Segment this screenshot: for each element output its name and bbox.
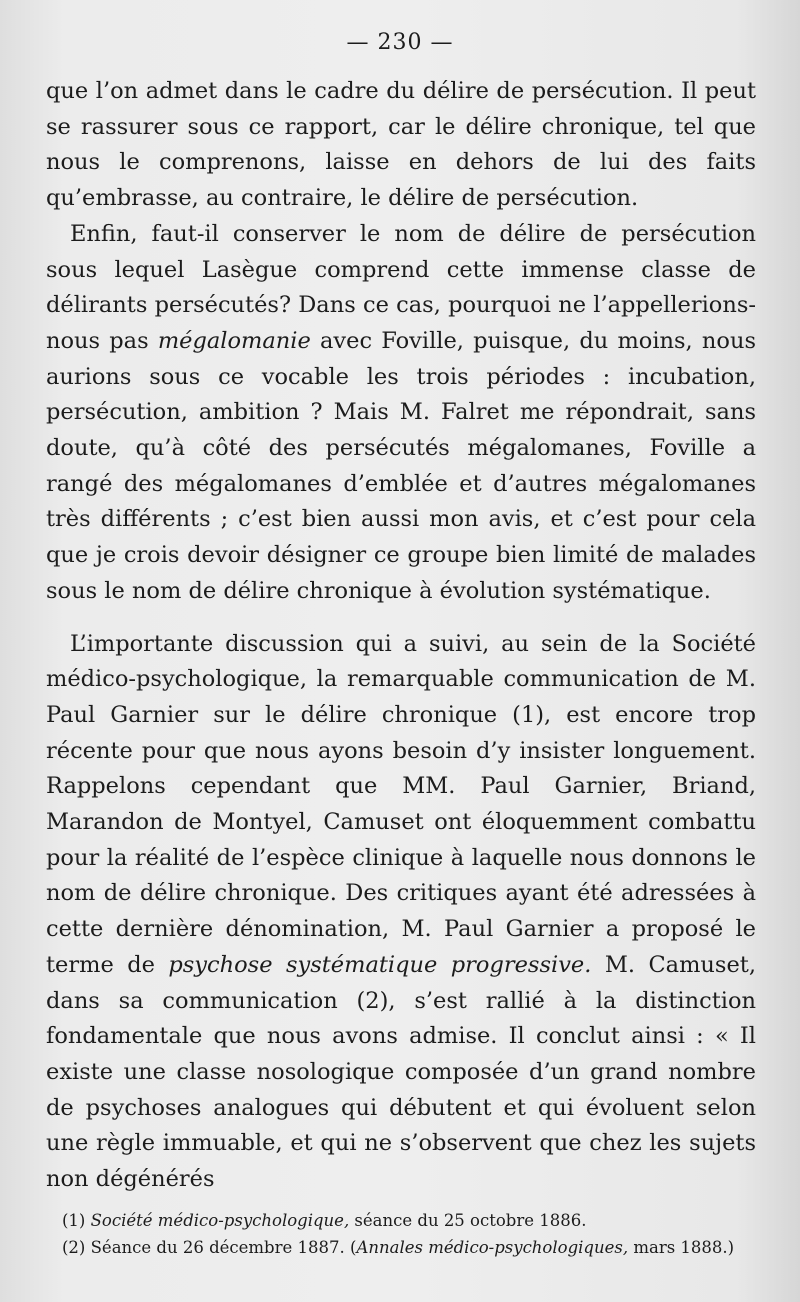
footnote-2 [62,1234,762,1261]
footnote-marker: (2) [62,1238,91,1257]
paragraph-continued [46,74,756,217]
footnote-marker: (1) [62,1211,91,1230]
footnote-text: mars 1888.) [628,1238,735,1257]
paragraph-text: que l’on admet dans le cadre du délire de persécution. Il peut se rassurer sous ce rapport, car le délire chronique, tel que nous le comprenons, laisse en dehors de lui des faits qu’embrasse, au contraire, le délire de persécution. [46,78,756,212]
footnote-text: Séance du 26 décembre 1887. ( [90,1238,357,1257]
paragraph-enfin [46,217,756,610]
paragraph-discussion [46,627,756,1198]
footnote-1 [62,1207,762,1234]
footnote-source-title: Annales médico-psychologiques, [356,1238,629,1257]
footnotes [62,1207,762,1261]
footnote-source-title: Société médico-psychologique, [90,1211,350,1230]
footnote-text: séance du 25 octobre 1886. [349,1211,587,1230]
emphasis-term: mégalomanie [157,327,311,354]
paragraph-text: L’importante discussion qui a suivi, au sein de la Société médico-psychologique, la remarquable communication de M. Paul Garnier sur le délire chronique (1), est encore trop récente pour que nous ayons besoin d’y insister longuement. Rappelons cependant que MM. Paul Garnier, Briand, Marandon de Montyel, Camuset ont éloquemment combattu pour la réalité de l’espèce clinique à laquelle nous donnons le nom de délire chronique. Des critiques ayant été adressées à cette dernière dénomination, M. Paul Garnier a proposé le terme de [46,630,756,978]
page-number: — 230 — [346,30,454,55]
emphasis-term: psychose systématique progressive. [168,951,592,978]
paragraph-text: avec Foville, puisque, du moins, nous aurions sous ce vocable les trois périodes : incubation, persécution, ambition ? Mais M. Falret me répondrait, sans doute, qu’à côté des persécutés mégalomanes, Foville a rangé des mégalomanes d’emblée et d’autres mégalomanes très différents ; c’est bien aussi mon avis, et c’est pour cela que je crois devoir désigner ce groupe bien limité de malades sous le nom de délire chronique à évolution systématique. [46,327,756,604]
body-text [46,74,756,1198]
paragraph-text: Enfin, faut-il conserver le nom de délire de persécution sous lequel Lasègue comprend cette immense classe de délirants persécutés? Dans ce cas, pourquoi ne l’appellerions-nous pas [46,220,756,354]
paragraph-text: M. Camuset, dans sa communication (2), s’est rallié à la distinction fondamentale que nous avons admise. Il conclut ainsi : « Il existe une classe nosologique composée d’un grand nombre de psychoses analogues qui débutent et qui évoluent selon une règle immuable, et qui ne s’observent que chez les sujets non dégénérés [46,951,756,1193]
